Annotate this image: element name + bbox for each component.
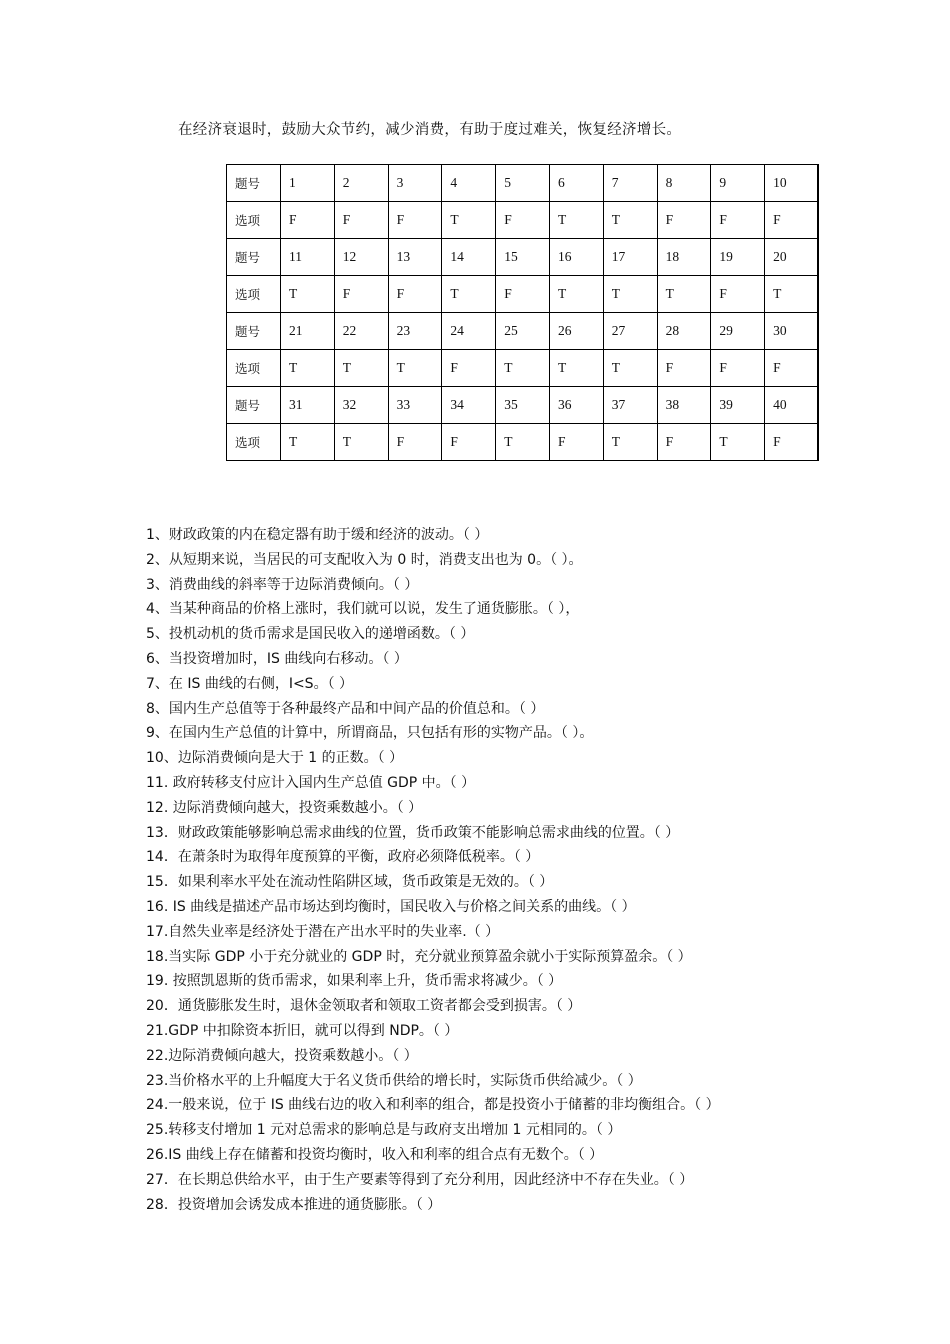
- option-row-label: 选项: [227, 202, 281, 239]
- question-number-cell: 40: [765, 387, 819, 424]
- option-row: [227, 276, 819, 313]
- question-number-cell: 4: [442, 165, 496, 202]
- number-row: [227, 387, 819, 424]
- question-item: 2、从短期来说，当居民的可支配收入为 0 时，消费支出也为 0。（ ）。: [146, 551, 583, 568]
- question-item: 14．在萧条时为取得年度预算的平衡，政府必须降低税率。（ ）: [146, 849, 540, 866]
- answer-option-cell: F: [388, 424, 442, 461]
- question-item: 15．如果利率水平处在流动性陷阱区域，货币政策是无效的。（ ）: [146, 874, 554, 891]
- question-number-cell: 20: [765, 239, 819, 276]
- question-item: 9、在国内生产总值的计算中，所谓商品，只包括有形的实物产品。（ ）。: [146, 725, 594, 742]
- question-item: 24.一般来说，位于 IS 曲线右边的收入和利率的组合，都是投资小于储蓄的非均衡组合。（ ）: [146, 1097, 720, 1114]
- answer-option-cell: F: [388, 276, 442, 313]
- question-number-cell: 21: [281, 313, 335, 350]
- question-item: 28．投资增加会诱发成本推进的通货膨胀。（ ）: [146, 1196, 442, 1213]
- option-row-label: 选项: [227, 350, 281, 387]
- answer-option-cell: T: [549, 276, 603, 313]
- number-row: [227, 313, 819, 350]
- intro-statement: 在经济衰退时，鼓励大众节约，减少消费，有助于度过难关，恢复经济增长。: [178, 122, 682, 138]
- question-number-cell: 27: [603, 313, 657, 350]
- answer-option-cell: F: [657, 350, 711, 387]
- answer-option-cell: T: [388, 350, 442, 387]
- question-item: 1、财政政策的内在稳定器有助于缓和经济的波动。（ ）: [146, 527, 489, 543]
- question-number-cell: 35: [496, 387, 550, 424]
- option-row-label: 选项: [227, 276, 281, 313]
- question-number-cell: 29: [711, 313, 765, 350]
- answer-option-cell: F: [442, 350, 496, 387]
- answer-option-cell: F: [334, 276, 388, 313]
- question-item: 8、国内生产总值等于各种最终产品和中间产品的价值总和。（ ）: [146, 700, 545, 717]
- answer-option-cell: T: [281, 350, 335, 387]
- answer-option-cell: T: [657, 276, 711, 313]
- question-number-cell: 23: [388, 313, 442, 350]
- question-number-cell: 9: [711, 165, 765, 202]
- number-row-label: 题号: [227, 313, 281, 350]
- answer-option-cell: T: [765, 276, 819, 313]
- question-number-cell: 22: [334, 313, 388, 350]
- question-number-cell: 10: [765, 165, 819, 202]
- question-number-cell: 26: [549, 313, 603, 350]
- answer-option-cell: T: [603, 276, 657, 313]
- question-item: 20．通货膨胀发生时，退休金领取者和领取工资者都会受到损害。（ ）: [146, 998, 582, 1015]
- answer-option-cell: T: [496, 350, 550, 387]
- question-number-cell: 5: [496, 165, 550, 202]
- question-item: 22.边际消费倾向越大，投资乘数越小。（ ）: [146, 1047, 418, 1064]
- question-number-cell: 12: [334, 239, 388, 276]
- number-row: [227, 239, 819, 276]
- answer-option-cell: F: [765, 202, 819, 239]
- question-item: 17.自然失业率是经济处于潜在产出水平时的失业率.（ ）: [146, 923, 500, 940]
- number-row-label: 题号: [227, 239, 281, 276]
- option-row-label: 选项: [227, 424, 281, 461]
- question-number-cell: 3: [388, 165, 442, 202]
- number-row: [227, 165, 819, 202]
- question-number-cell: 24: [442, 313, 496, 350]
- question-number-cell: 37: [603, 387, 657, 424]
- question-item: 18.当实际 GDP 小于充分就业的 GDP 时，充分就业预算盈余就小于实际预算盈余。（ ）: [146, 948, 692, 965]
- question-number-cell: 17: [603, 239, 657, 276]
- question-number-cell: 31: [281, 387, 335, 424]
- question-number-cell: 18: [657, 239, 711, 276]
- answer-option-cell: T: [281, 424, 335, 461]
- question-number-cell: 28: [657, 313, 711, 350]
- answer-option-cell: F: [281, 202, 335, 239]
- question-number-cell: 15: [496, 239, 550, 276]
- question-item: 27．在长期总供给水平，由于生产要素等得到了充分利用，因此经济中不存在失业。（ ）: [146, 1171, 694, 1188]
- question-number-cell: 11: [281, 239, 335, 276]
- answer-option-cell: T: [281, 276, 335, 313]
- answer-option-cell: F: [442, 424, 496, 461]
- answer-option-cell: F: [657, 424, 711, 461]
- question-number-cell: 34: [442, 387, 496, 424]
- answer-option-cell: F: [388, 202, 442, 239]
- question-item: 6、当投资增加时，IS 曲线向右移动。（ ）: [146, 650, 408, 667]
- answer-option-cell: T: [711, 424, 765, 461]
- question-item: 19. 按照凯恩斯的货币需求，如果利率上升，货币需求将减少。（ ）: [146, 973, 563, 990]
- answer-table: [226, 164, 819, 461]
- answer-option-cell: T: [334, 424, 388, 461]
- answer-option-cell: T: [603, 202, 657, 239]
- question-number-cell: 39: [711, 387, 765, 424]
- question-item: 12. 边际消费倾向越大，投资乘数越小。（ ）: [146, 799, 423, 816]
- question-number-cell: 25: [496, 313, 550, 350]
- answer-option-cell: T: [442, 276, 496, 313]
- answer-option-cell: F: [496, 276, 550, 313]
- question-number-cell: 16: [549, 239, 603, 276]
- option-row: [227, 350, 819, 387]
- question-item: 4、当某种商品的价格上涨时，我们就可以说，发生了通货膨胀。（ ），: [146, 601, 580, 618]
- question-item: 23.当价格水平的上升幅度大于名义货币供给的增长时，实际货币供给减少。（ ）: [146, 1072, 642, 1089]
- question-number-cell: 13: [388, 239, 442, 276]
- question-number-cell: 1: [281, 165, 335, 202]
- question-item: 16. IS 曲线是描述产品市场达到均衡时，国民收入与价格之间关系的曲线。（ ）: [146, 898, 636, 915]
- option-row: [227, 202, 819, 239]
- question-number-cell: 14: [442, 239, 496, 276]
- question-item: 3、消费曲线的斜率等于边际消费倾向。（ ）: [146, 576, 419, 593]
- question-item: 13．财政政策能够影响总需求曲线的位置，货币政策不能影响总需求曲线的位置。（ ）: [146, 824, 680, 841]
- answer-option-cell: T: [549, 202, 603, 239]
- question-item: 21.GDP 中扣除资本折旧，就可以得到 NDP。（ ）: [146, 1022, 459, 1039]
- answer-option-cell: F: [334, 202, 388, 239]
- answer-option-cell: F: [711, 276, 765, 313]
- answer-option-cell: F: [765, 350, 819, 387]
- question-number-cell: 38: [657, 387, 711, 424]
- question-item: 26.IS 曲线上存在储蓄和投资均衡时，收入和利率的组合点有无数个。（ ）: [146, 1146, 604, 1163]
- question-number-cell: 32: [334, 387, 388, 424]
- question-number-cell: 8: [657, 165, 711, 202]
- answer-option-cell: F: [765, 424, 819, 461]
- answer-option-cell: F: [711, 202, 765, 239]
- question-number-cell: 2: [334, 165, 388, 202]
- answer-option-cell: T: [603, 424, 657, 461]
- question-number-cell: 36: [549, 387, 603, 424]
- answer-option-cell: F: [549, 424, 603, 461]
- question-number-cell: 7: [603, 165, 657, 202]
- answer-option-cell: T: [334, 350, 388, 387]
- question-item: 10、边际消费倾向是大于 1 的正数。（ ）: [146, 750, 404, 767]
- answer-option-cell: F: [711, 350, 765, 387]
- question-number-cell: 19: [711, 239, 765, 276]
- question-item: 5、投机动机的货币需求是国民收入的递增函数。（ ）: [146, 626, 475, 643]
- answer-option-cell: T: [496, 424, 550, 461]
- answer-option-cell: T: [603, 350, 657, 387]
- question-number-cell: 6: [549, 165, 603, 202]
- question-list: [146, 523, 720, 1217]
- question-number-cell: 30: [765, 313, 819, 350]
- answer-option-cell: F: [657, 202, 711, 239]
- question-item: 7、在 IS 曲线的右侧，I<S。（ ）: [146, 675, 354, 692]
- number-row-label: 题号: [227, 387, 281, 424]
- answer-option-cell: F: [496, 202, 550, 239]
- answer-option-cell: T: [549, 350, 603, 387]
- number-row-label: 题号: [227, 165, 281, 202]
- question-item: 25.转移支付增加 1 元对总需求的影响总是与政府支出增加 1 元相同的。（ ）: [146, 1122, 622, 1139]
- answer-option-cell: T: [442, 202, 496, 239]
- question-number-cell: 33: [388, 387, 442, 424]
- option-row: [227, 424, 819, 461]
- question-item: 11. 政府转移支付应计入国内生产总值 GDP 中。（ ）: [146, 774, 476, 791]
